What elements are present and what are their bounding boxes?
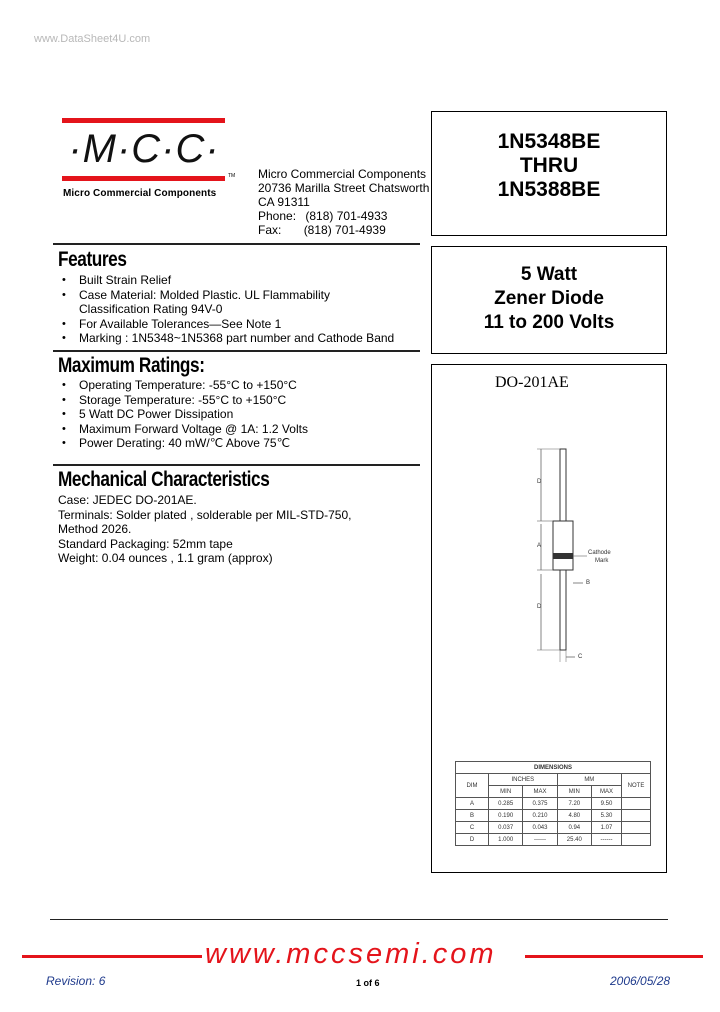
label-b: B bbox=[586, 580, 591, 586]
dimensions-table-wrap bbox=[455, 761, 651, 846]
header-max: MAX bbox=[523, 786, 557, 798]
table-cell: 0.285 bbox=[489, 798, 523, 810]
table-cell: ------ bbox=[523, 834, 557, 846]
mechanical-line: Case: JEDEC DO-201AE. bbox=[58, 493, 197, 507]
page-number: 1 of 6 bbox=[356, 978, 380, 988]
label-c: C bbox=[578, 654, 583, 660]
logo-top-bar bbox=[62, 118, 225, 123]
list-item: Classification Rating 94V-0 bbox=[79, 302, 223, 316]
list-item: • Case Material: Molded Plastic. UL Flammability bbox=[58, 288, 428, 303]
table-row bbox=[456, 834, 651, 846]
part-line-2: THRU bbox=[519, 154, 579, 177]
table-cell: 7.20 bbox=[557, 798, 591, 810]
mechanical-title: Mechanical Characteristics bbox=[58, 468, 270, 491]
rating-box bbox=[431, 246, 667, 354]
max-ratings-title: Maximum Ratings: bbox=[58, 354, 205, 377]
cathode-band bbox=[553, 553, 573, 559]
cathode-label-1: Cathode bbox=[588, 550, 611, 556]
list-item: • Built Strain Relief bbox=[58, 273, 428, 288]
mechanical-line: Standard Packaging: 52mm tape bbox=[58, 536, 233, 551]
header-min: MIN bbox=[489, 786, 523, 798]
part-line-3: 1N5388BE bbox=[497, 178, 601, 201]
part-number-box bbox=[431, 111, 667, 236]
address-street: 20736 Marilla Street Chatsworth bbox=[258, 181, 430, 195]
table-cell: 0.375 bbox=[523, 798, 557, 810]
rating-line-2: Zener Diode bbox=[494, 288, 604, 309]
phone-number: (818) 701-4933 bbox=[305, 209, 388, 223]
label-d-top: D bbox=[537, 479, 542, 485]
label-a: A bbox=[537, 543, 542, 549]
list-item: • Storage Temperature: -55°C to +150°C bbox=[58, 393, 428, 408]
table-row bbox=[456, 798, 651, 810]
cathode-label-2: Mark bbox=[595, 558, 609, 564]
address-company: Micro Commercial Components bbox=[258, 167, 427, 181]
phone-label: Phone: bbox=[258, 209, 297, 223]
header-inches: INCHES bbox=[489, 774, 558, 786]
header-note: NOTE bbox=[622, 774, 651, 798]
rating-line-1: 5 Watt bbox=[520, 264, 578, 285]
mcc-logo: ·M·C·C· bbox=[68, 127, 220, 171]
table-cell: A bbox=[456, 798, 489, 810]
table-cell: 0.190 bbox=[489, 810, 523, 822]
part-line-1: 1N5348BE bbox=[497, 130, 601, 153]
table-cell: 25.40 bbox=[557, 834, 591, 846]
top-lead bbox=[560, 449, 566, 529]
revision-text: Revision: 6 bbox=[46, 974, 106, 988]
label-d-bottom: D bbox=[537, 604, 542, 610]
table-cell: B bbox=[456, 810, 489, 822]
mechanical-line: Weight: 0.04 ounces , 1.1 gram (approx) bbox=[58, 551, 273, 565]
address-city: CA 91311 bbox=[258, 195, 310, 209]
table-cell: 0.210 bbox=[523, 810, 557, 822]
features-title: Features bbox=[58, 248, 127, 271]
website-url[interactable]: www.mccsemi.com bbox=[205, 938, 497, 970]
table-cell: ------ bbox=[591, 834, 621, 846]
header-mm: MM bbox=[557, 774, 621, 786]
table-row bbox=[456, 822, 651, 834]
logo-subtitle: Micro Commercial Components bbox=[63, 188, 217, 199]
footer-right-bar bbox=[525, 955, 703, 958]
table-cell: 4.80 bbox=[557, 810, 591, 822]
list-item: • 5 Watt DC Power Dissipation bbox=[58, 407, 428, 422]
table-cell: D bbox=[456, 834, 489, 846]
dimensions-title: DIMENSIONS bbox=[456, 762, 651, 774]
table-cell: 1.000 bbox=[489, 834, 523, 846]
trademark-mark: TM bbox=[228, 173, 236, 179]
logo-bottom-bar bbox=[62, 176, 225, 181]
table-cell bbox=[622, 798, 651, 810]
features-list bbox=[58, 273, 428, 346]
list-item: • For Available Tolerances—See Note 1 bbox=[58, 317, 428, 332]
address-phone bbox=[258, 209, 387, 223]
header-min: MIN bbox=[557, 786, 591, 798]
list-item: • Maximum Forward Voltage @ 1A: 1.2 Volts bbox=[58, 422, 428, 437]
bottom-lead bbox=[560, 570, 566, 650]
diode-body bbox=[553, 521, 573, 570]
table-cell: 0.043 bbox=[523, 822, 557, 834]
list-item: • Marking : 1N5348~1N5368 part number and Cathode Band bbox=[58, 331, 428, 346]
package-title: DO-201AE bbox=[495, 374, 569, 391]
list-item: • Power Derating: 40 mW/℃ Above 75℃ bbox=[58, 436, 428, 451]
table-cell bbox=[622, 822, 651, 834]
watermark: www.DataSheet4U.com bbox=[34, 33, 151, 45]
table-cell: 5.30 bbox=[591, 810, 621, 822]
table-cell: C bbox=[456, 822, 489, 834]
footer-rule bbox=[50, 919, 668, 920]
date-text: 2006/05/28 bbox=[610, 974, 671, 988]
table-cell: 0.037 bbox=[489, 822, 523, 834]
rating-line-3: 11 to 200 Volts bbox=[483, 312, 615, 333]
table-cell bbox=[622, 810, 651, 822]
list-item: • Operating Temperature: -55°C to +150°C bbox=[58, 378, 428, 393]
header-max: MAX bbox=[591, 786, 621, 798]
features-rule bbox=[53, 243, 420, 245]
mechanical-line: Method 2026. bbox=[58, 522, 132, 536]
mechanical-text bbox=[58, 493, 428, 566]
fax-label: Fax: bbox=[258, 223, 282, 237]
package-drawing bbox=[431, 364, 667, 684]
mechanical-rule bbox=[53, 464, 420, 466]
address-fax bbox=[258, 223, 386, 237]
table-row bbox=[456, 810, 651, 822]
table-cell: 1.07 bbox=[591, 822, 621, 834]
footer-left-bar bbox=[22, 955, 202, 958]
table-cell: 9.50 bbox=[591, 798, 621, 810]
header-dim: DIM bbox=[456, 774, 489, 798]
dimensions-table bbox=[455, 761, 651, 846]
max-ratings-list bbox=[58, 378, 428, 451]
mechanical-line: Terminals: Solder plated , solderable per MIL-STD-750, bbox=[58, 507, 352, 522]
table-cell: 0.94 bbox=[557, 822, 591, 834]
max-ratings-rule bbox=[53, 350, 420, 352]
table-cell bbox=[622, 834, 651, 846]
fax-number: (818) 701-4939 bbox=[303, 223, 386, 237]
